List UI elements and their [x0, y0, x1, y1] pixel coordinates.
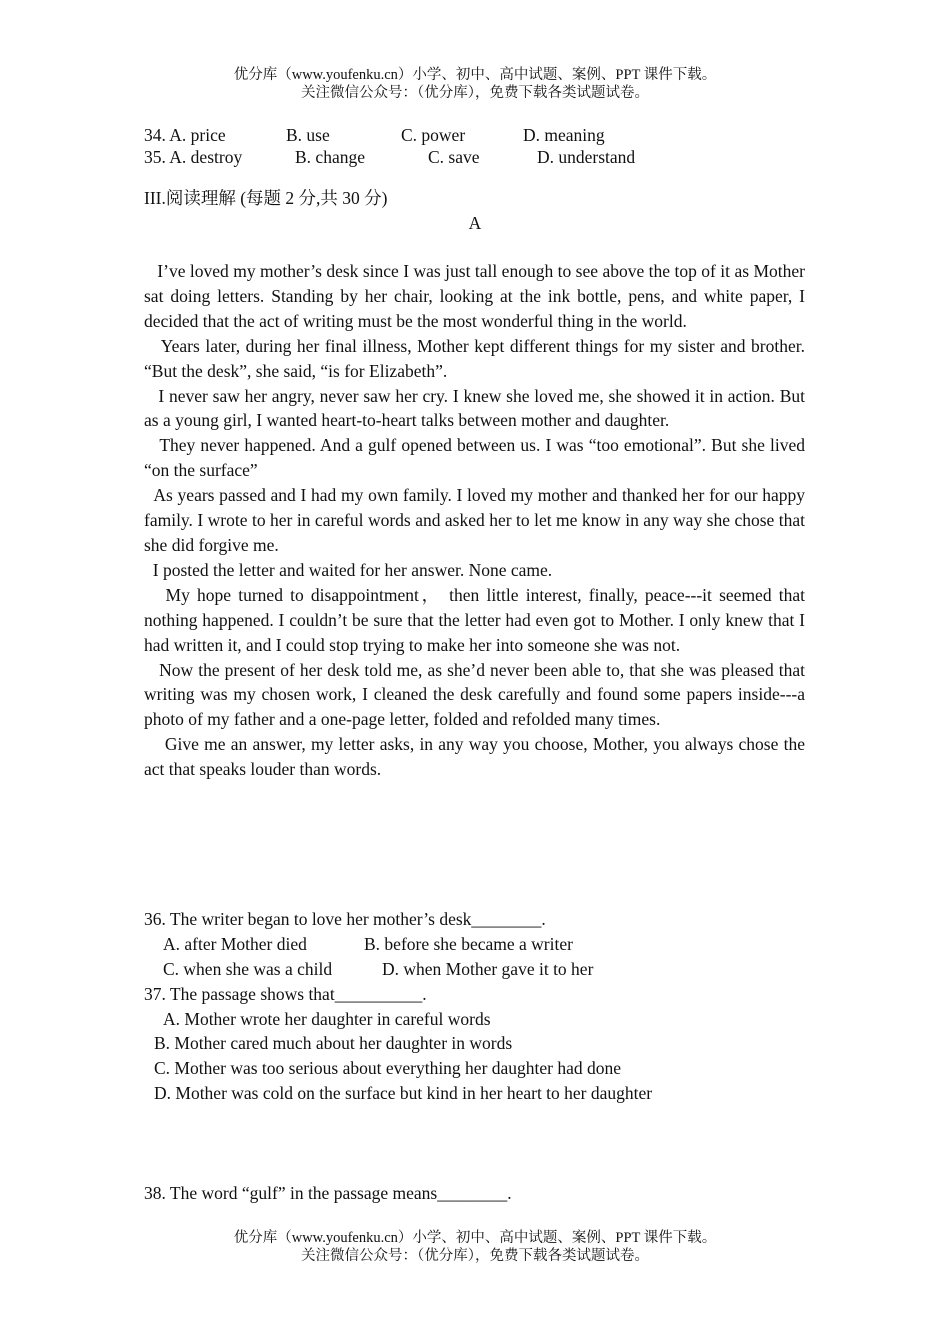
passage-paragraph: Years later, during her final illness, Mother kept different things for my sister and brother. “But the desk”, she said, “is for Elizabeth”.	[144, 335, 805, 381]
q34-option-d: D. meaning	[523, 125, 605, 145]
q37-option-c: C. Mother was too serious about everything her daughter had done	[154, 1058, 622, 1078]
q35-option-a: 35. A. destroy	[144, 147, 243, 167]
q37-option-a: A. Mother wrote her daughter in careful words	[163, 1009, 491, 1029]
q38-stem: 38. The word “gulf” in the passage means________.	[144, 1183, 512, 1203]
q36-stem: 36. The writer began to love her mother’s desk________.	[144, 909, 546, 929]
section-title: III.阅读理解 (每题 2 分,共 30 分)	[144, 188, 388, 208]
passage-paragraph: As years passed and I had my own family. I loved my mother and thanked her for our happy family. I wrote to her in careful words and asked her to let me know in any way she chose that she did forgive me.	[144, 485, 805, 555]
footer-line-1: 优分库（www.youfenku.cn）小学、初中、高中试题、案例、PPT 课件下载。	[233, 1230, 717, 1246]
q35-option-b: B. change	[295, 147, 365, 167]
passage-paragraph: I’ve loved my mother’s desk since I was just tall enough to see above the top of it as Mother sat doing letters. Standing by her chair, looking at the ink bottle, pens, and white paper, I decided that the act of writing must be the most wonderful thing in the world.	[144, 261, 805, 331]
q36-option-c: C. when she was a child	[163, 959, 333, 979]
passage-label: A	[468, 213, 482, 233]
q37-option-d: D. Mother was cold on the surface but kind in her heart to her daughter	[154, 1083, 653, 1103]
page-header	[0, 66, 950, 102]
q36-option-a: A. after Mother died	[163, 934, 307, 954]
page-footer	[0, 1229, 950, 1265]
passage-paragraph: Give me an answer, my letter asks, in any way you choose, Mother, you always chose the act that speaks louder than words.	[144, 734, 805, 780]
passage-paragraph: I posted the letter and waited for her answer. None came.	[144, 559, 553, 580]
q37-stem: 37. The passage shows that__________.	[144, 984, 427, 1004]
q35-option-c: C. save	[428, 147, 480, 167]
header-line-2: 关注微信公众号：（优分库），免费下载各类试题试卷。	[301, 85, 649, 101]
footer-line-2: 关注微信公众号：（优分库），免费下载各类试题试卷。	[301, 1248, 649, 1264]
passage-paragraph: They never happened. And a gulf opened between us. I was “too emotional”. But she lived “on the surface”	[144, 435, 805, 481]
q37-option-b: B. Mother cared much about her daughter in words	[154, 1033, 513, 1053]
passage-paragraph: I never saw her angry, never saw her cry. I knew she loved me, she showed it in action. But as a young girl, I wanted heart-to-heart talks between mother and daughter.	[144, 385, 805, 431]
q34-option-a: 34. A. price	[144, 125, 226, 145]
reading-passage	[144, 259, 805, 782]
q34-option-c: C. power	[401, 125, 466, 145]
header-line-1: 优分库（www.youfenku.cn）小学、初中、高中试题、案例、PPT 课件下载。	[233, 67, 717, 83]
q36-option-d: D. when Mother gave it to her	[382, 959, 594, 979]
q36-option-b: B. before she became a writer	[364, 934, 573, 954]
q34-option-b: B. use	[286, 125, 330, 145]
passage-paragraph: My hope turned to disappointment， then little interest, finally, peace---it seemed that nothing happened. I couldn’t be sure that the letter had even got to Mother. I only knew that I had written it, and I could stop trying to make her into someone she was not.	[144, 584, 805, 655]
q35-option-d: D. understand	[537, 147, 636, 167]
passage-paragraph: Now the present of her desk told me, as she’d never been able to, that she was pleased that writing was my chosen work, I cleaned the desk carefully and found some papers inside---a photo of my father and a one-page letter, folded and refolded many times.	[144, 659, 805, 730]
